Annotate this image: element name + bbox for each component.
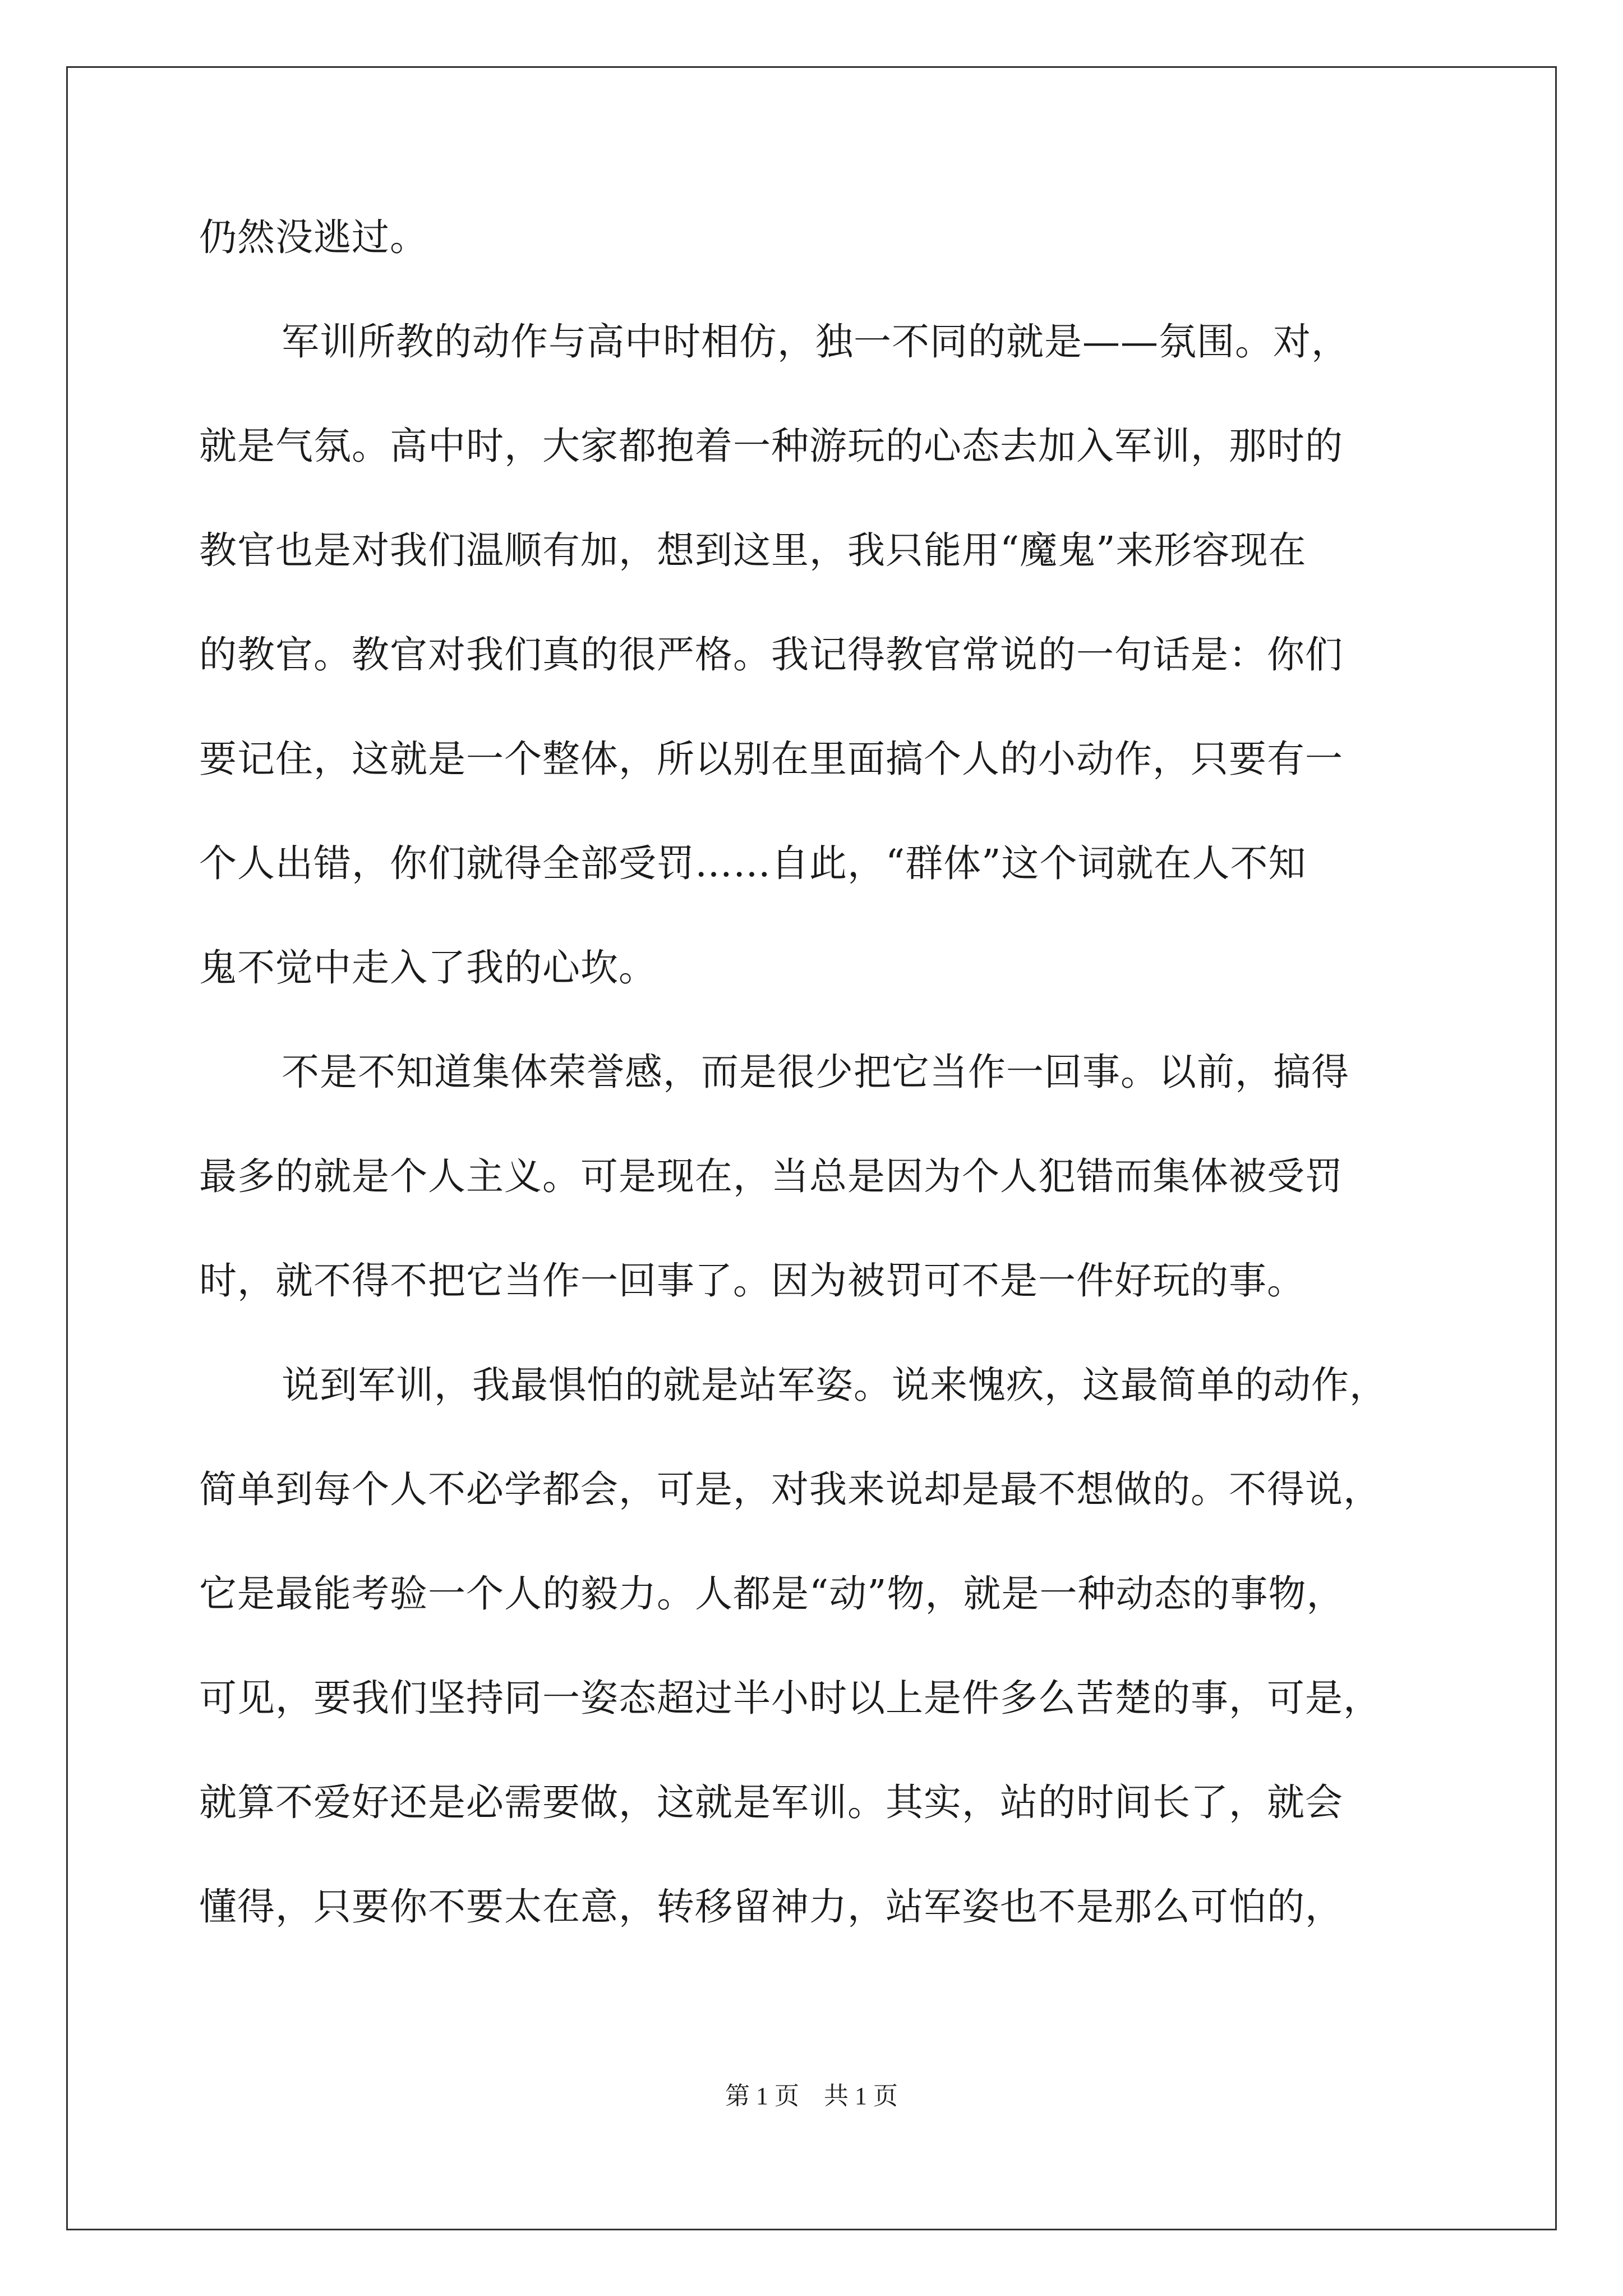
- text-line-5: 的教官。教官对我们真的很严格。我记得教官常说的一句话是：你们: [199, 633, 1343, 677]
- text-line-6: 要记住，这就是一个整体，所以别在里面搞个人的小动作，只要有一: [199, 737, 1343, 781]
- text-line-1: 仍然没逃过。: [199, 215, 428, 259]
- text-line-16: 就算不爱好还是必需要做，这就是军训。其实，站的时间长了，就会: [199, 1780, 1343, 1824]
- text-line-2: 军训所教的动作与高中时相仿，独一不同的就是——氛围。对，: [282, 320, 1349, 364]
- text-line-14: 它是最能考验一个人的毅力。人都是“动”物，就是一种动态的事物，: [199, 1572, 1345, 1616]
- document-body: [199, 185, 1433, 1959]
- text-line-11: 时，就不得不把它当作一回事了。因为被罚可不是一件好玩的事。: [199, 1259, 1305, 1303]
- text-line-9: 不是不知道集体荣誉感，而是很少把它当作一回事。以前，搞得: [282, 1050, 1349, 1094]
- text-line-10: 最多的就是个人主义。可是现在，当总是因为个人犯错而集体被受罚: [199, 1154, 1343, 1198]
- text-line-3: 就是气氛。高中时，大家都抱着一种游玩的心态去加入军训，那时的: [199, 424, 1343, 468]
- text-line-13: 简单到每个人不必学都会，可是，对我来说却是最不想做的。不得说，: [199, 1467, 1381, 1511]
- text-line-4: 教官也是对我们温顺有加，想到这里，我只能用“魔鬼”来形容现在: [199, 528, 1307, 572]
- text-line-15: 可见，要我们坚持同一姿态超过半小时以上是件多么苦楚的事，可是，: [199, 1676, 1381, 1720]
- page-number-footer: 第 1 页 共 1 页: [725, 2082, 898, 2110]
- text-line-17: 懂得，只要你不要太在意，转移留神力，站军姿也不是那么可怕的，: [199, 1885, 1343, 1929]
- text-line-7: 个人出错，你们就得全部受罚……自此，“群体”这个词就在人不知: [199, 841, 1307, 885]
- text-line-8: 鬼不觉中走入了我的心坎。: [199, 946, 657, 990]
- text-line-12: 说到军训，我最惧怕的就是站军姿。说来愧疚，这最简单的动作，: [282, 1363, 1387, 1407]
